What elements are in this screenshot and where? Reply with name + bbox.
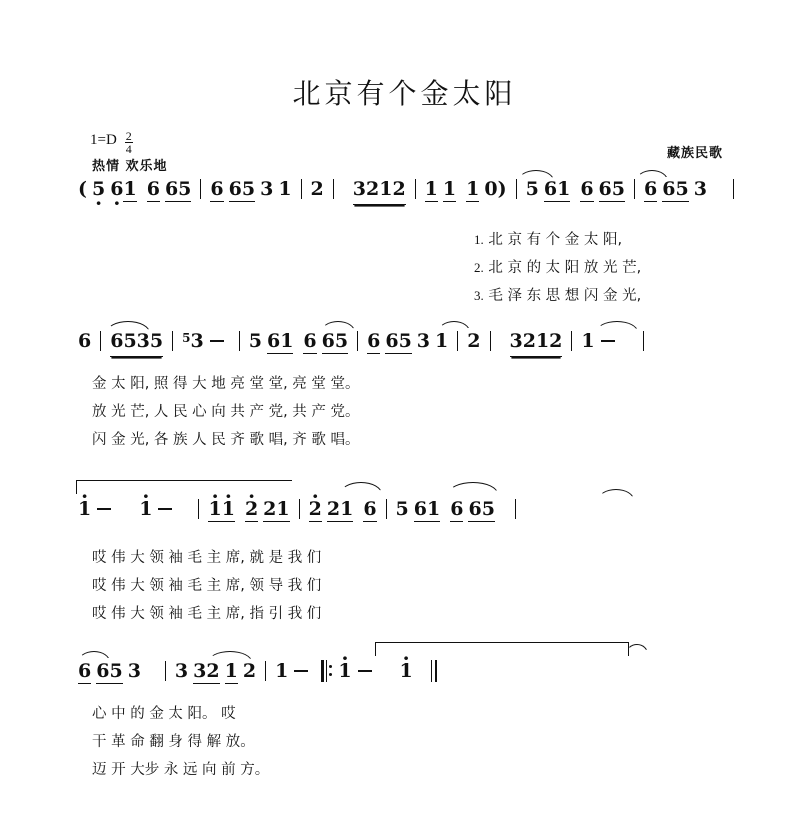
system-2-lyric-1: 金 太 阳, 照 得 大 地 亮 堂 堂, 亮 堂 堂。 bbox=[92, 376, 360, 392]
system-1-lyric-2: 2. 北 京 的 太 阳 放 光 芒, bbox=[474, 260, 642, 276]
system-2-notation: 6 6535 5 3 5 61 6 65 6 65 3 1 2 3212 1 bbox=[78, 330, 749, 357]
fermata-icon bbox=[626, 644, 648, 654]
page-title: 北京有个金太阳 bbox=[292, 77, 517, 110]
slur-8 bbox=[448, 482, 498, 494]
system-3-notation: 1 · 1 · 1 ·1 · 2 · 21 2 · 21 6 5 61 6 65 bbox=[78, 498, 749, 522]
slur-2 bbox=[636, 170, 668, 181]
slur-1 bbox=[518, 170, 554, 181]
slur-11 bbox=[208, 651, 252, 662]
system-4-notation: 6 65 3 3 32 1 2 1 1 · 1 · bbox=[78, 660, 749, 684]
key-signature bbox=[90, 128, 133, 156]
system-3-lyric-2: 哎 伟 大 领 袖 毛 主 席, 领 导 我 们 bbox=[92, 578, 322, 594]
final-barline bbox=[431, 660, 439, 682]
system-4-lyric-2: 干 革 命 翻 身 得 解 放。 bbox=[92, 734, 255, 750]
system-3-lyric-3: 哎 伟 大 领 袖 毛 主 席, 指 引 我 们 bbox=[92, 606, 322, 622]
slur-10 bbox=[78, 651, 110, 662]
system-1-notation: ( 5 · 6 ·1 6 65 6 65 3 1 2 3212 1 1 1 0) 5 61 6 65 6 65 3 bbox=[78, 178, 749, 205]
key-signature-text: 1=D bbox=[90, 131, 117, 148]
system-4-lyric-3: 迈 开 大步 永 远 向 前 方。 bbox=[92, 762, 270, 778]
composer-credit: 藏族民歌 bbox=[666, 146, 723, 161]
system-2-lyric-3: 闪 金 光, 各 族 人 民 齐 歌 唱, 齐 歌 唱。 bbox=[92, 432, 360, 448]
system-1-lyric-1: 1. 北 京 有 个 金 太 阳, bbox=[474, 232, 623, 248]
system-1-lyric-3: 3. 毛 泽 东 思 想 闪 金 光, bbox=[474, 288, 642, 304]
volta-bracket-4 bbox=[375, 642, 629, 656]
system-4-lyric-1: 心 中 的 金 太 阳。 哎 bbox=[92, 706, 236, 722]
slur-6 bbox=[596, 321, 638, 332]
system-2-lyric-2: 放 光 芒, 人 民 心 向 共 产 党, 共 产 党。 bbox=[92, 404, 360, 420]
tempo-marking: 热情 欢乐地 bbox=[92, 159, 168, 174]
repeat-barline bbox=[321, 660, 331, 682]
time-signature: $\frac{2}{4}$ bbox=[125, 129, 132, 156]
slur-9 bbox=[598, 489, 634, 500]
slur-5 bbox=[438, 321, 470, 332]
slur-4 bbox=[321, 321, 355, 332]
system-3-lyric-1: 哎 伟 大 领 袖 毛 主 席, 就 是 我 们 bbox=[92, 550, 322, 566]
volta-bracket-3 bbox=[76, 480, 292, 494]
slur-3 bbox=[106, 321, 150, 333]
slur-7 bbox=[340, 482, 382, 494]
